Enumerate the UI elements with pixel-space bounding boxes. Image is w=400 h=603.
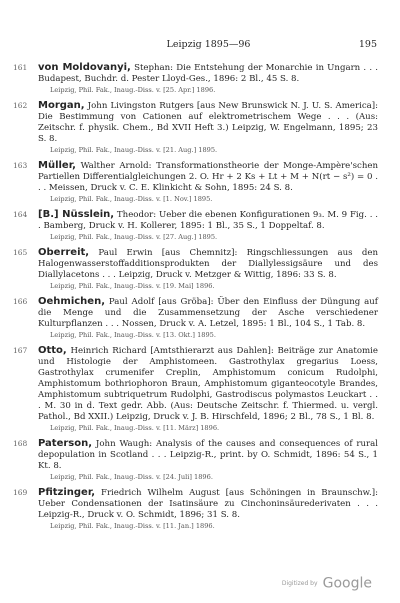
author-name: Oberreit,: [38, 247, 90, 258]
author-name: Paterson,: [38, 438, 93, 449]
dissertation-note: Leipzig, Phil. Fak., Inaug.-Diss. v. [19. Mai] 1896.: [50, 282, 215, 290]
entry-number: 169: [13, 488, 28, 497]
entry-body: Paul Erwin [aus Chemnitz]: Ringschliessungen aus den Halogenwasserstoffadditionsprodukten der Diallylessigsäure und des Diallylacetons . . . Leipzig, Druck v. Metzger & Wittig, 1896: 33 S. 8.: [38, 248, 379, 280]
entry-number: 162: [13, 101, 28, 110]
dissertation-note: Leipzig, Phil. Fak., Inaug.-Diss. v. [24. Juli] 1896.: [50, 473, 213, 481]
entry-text: [38, 247, 378, 281]
entry-text: [38, 345, 378, 423]
list-item: [0, 62, 400, 95]
author-name: Pfitzinger,: [38, 487, 96, 498]
digitized-by-google-watermark: [282, 573, 372, 592]
dissertation-note: Leipzig, Phil. Fak., Inaug.-Diss. v. [21. Aug.] 1895.: [50, 146, 218, 154]
entry-number: 168: [13, 439, 28, 448]
entry-number: 164: [13, 210, 28, 219]
author-name: Müller,: [38, 160, 76, 171]
author-name: Morgan,: [38, 100, 85, 111]
entry-text: [38, 438, 378, 472]
entry-body: John Waugh: Analysis of the causes and consequences of rural depopulation in Scotland . . . Leipzig-R., print. by O. Schmidt, 1896: 54 S., 1 Kt. 8.: [38, 439, 379, 471]
entry-text: [38, 209, 378, 232]
entry-list: [0, 62, 400, 536]
dissertation-note: Leipzig, Phil. Fak., Inaug.-Diss. v. [1. Nov.] 1895.: [50, 195, 213, 203]
list-item: [0, 247, 400, 291]
list-item: [0, 209, 400, 242]
entry-text: [38, 100, 378, 145]
list-item: [0, 345, 400, 433]
entry-body: Walther Arnold: Transformationstheorie der Monge-Ampère'schen Partiellen Differentialgleichungen 2. O. Hr + 2 Ks + Lt + M + N(rt − s²) = 0 . . . Meissen, Druck v. C. E. Klinkicht & Sohn, 1895: 24 S. 8.: [38, 161, 378, 193]
entry-text: [38, 487, 378, 521]
author-name: Otto,: [38, 345, 67, 356]
dissertation-note: Leipzig, Phil. Fak., Inaug.-Diss. v. [27. Aug.] 1895.: [50, 233, 218, 241]
entry-text: [38, 160, 378, 194]
entry-number: 163: [13, 161, 28, 170]
entry-number: 167: [13, 346, 28, 355]
entry-number: 165: [13, 248, 28, 257]
list-item: [0, 160, 400, 204]
list-item: [0, 100, 400, 155]
entry-number: 161: [13, 63, 28, 72]
running-header: [40, 39, 377, 53]
author-name: von Moldovanyi,: [38, 62, 131, 73]
entry-text: [38, 296, 378, 330]
header-title: Leipzig 1895—96: [166, 39, 251, 50]
entry-body: Friedrich Wilhelm August [aus Schöningen in Braunschw.]: Ueber Condensationen der Isatinsäure zu Cinchoninsäurederivaten . . . Leipzig-R., Druck v. O. Schmidt, 1896; 31 S. 8.: [38, 488, 378, 520]
dissertation-note: Leipzig, Phil. Fak., Inaug.-Diss. v. [11. Jan.] 1896.: [50, 522, 215, 530]
watermark-prefix: Digitized by: [281, 580, 318, 587]
entry-text: [38, 62, 378, 85]
entry-body: Paul Adolf [aus Gröba]: Über den Einfluss der Düngung auf die Menge und die Zusammensetzung der Asche verschiedener Kulturpflanzen . . . Nossen, Druck v. A. Letzel, 1895: 1 Bl., 104 S., 1 Tab. 8.: [38, 297, 378, 329]
entry-body: Theodor: Ueber die ebenen Konfigurationen 9₃. M. 9 Fig. . . . Bamberg, Druck v. H. Kollerer, 1895: 1 Bl., 35 S., 1 Doppeltaf. 8.: [38, 210, 379, 231]
entry-body: Heinrich Richard [Amtsthierarzt aus Dahlen]: Beiträge zur Anatomie und Histologie der Amphistomeen. Gastrothylax gregarius Loess, Gastrothylax crumenifer Creplin, Amphistomum conicum Rudolphi, Amphistomum bothriophoron Braun, Amphistomum giganteocotyle Brandes, Amphistomum subtriquetrum Rudolphi, Gastrodiscus polymastos Leuckart . . . M. 30 in d. Text gedr. Abb. (Aus: Deutsche Zeitschr. f. Thiermed. u. vergl. Pathol., Bd XXII.) Leipzig, Druck v. J. B. Hirschfeld, 1896; 2 Bl., 78 S., 1 Bl. 8.: [38, 346, 378, 422]
dissertation-note: Leipzig, Phil. Fak., Inaug.-Diss. v. [25. Apr.] 1896.: [50, 86, 216, 94]
page-number: 195: [358, 39, 377, 50]
entry-body: John Livingston Rutgers [aus New Brunswick N. J. U. S. America]: Die Bestimmung von Cationen auf elektrometrischem Wege . . . (Aus: Zeitschr. f. physik. Chem., Bd XVII Heft 3.) Leipzig, W. Engelmann, 1895; 23 S. 8.: [38, 101, 379, 144]
entry-number: 166: [13, 297, 28, 306]
dissertation-note: Leipzig, Phil. Fak., Inaug.-Diss. v. [13. Okt.] 1895.: [50, 331, 216, 339]
list-item: [0, 438, 400, 482]
author-name: [B.] Nüsslein,: [38, 209, 115, 220]
list-item: [0, 487, 400, 531]
author-name: Oehmichen,: [38, 296, 105, 307]
entry-body: Stephan: Die Entstehung der Monarchie in Ungarn . . . Budapest, Buchdr. d. Pester Lloyd-Ges., 1896: 2 Bl., 45 S. 8.: [38, 63, 378, 84]
google-logo: Google: [322, 575, 372, 592]
list-item: [0, 296, 400, 340]
dissertation-note: Leipzig, Phil. Fak., Inaug.-Diss. v. [11. März] 1896.: [50, 424, 220, 432]
